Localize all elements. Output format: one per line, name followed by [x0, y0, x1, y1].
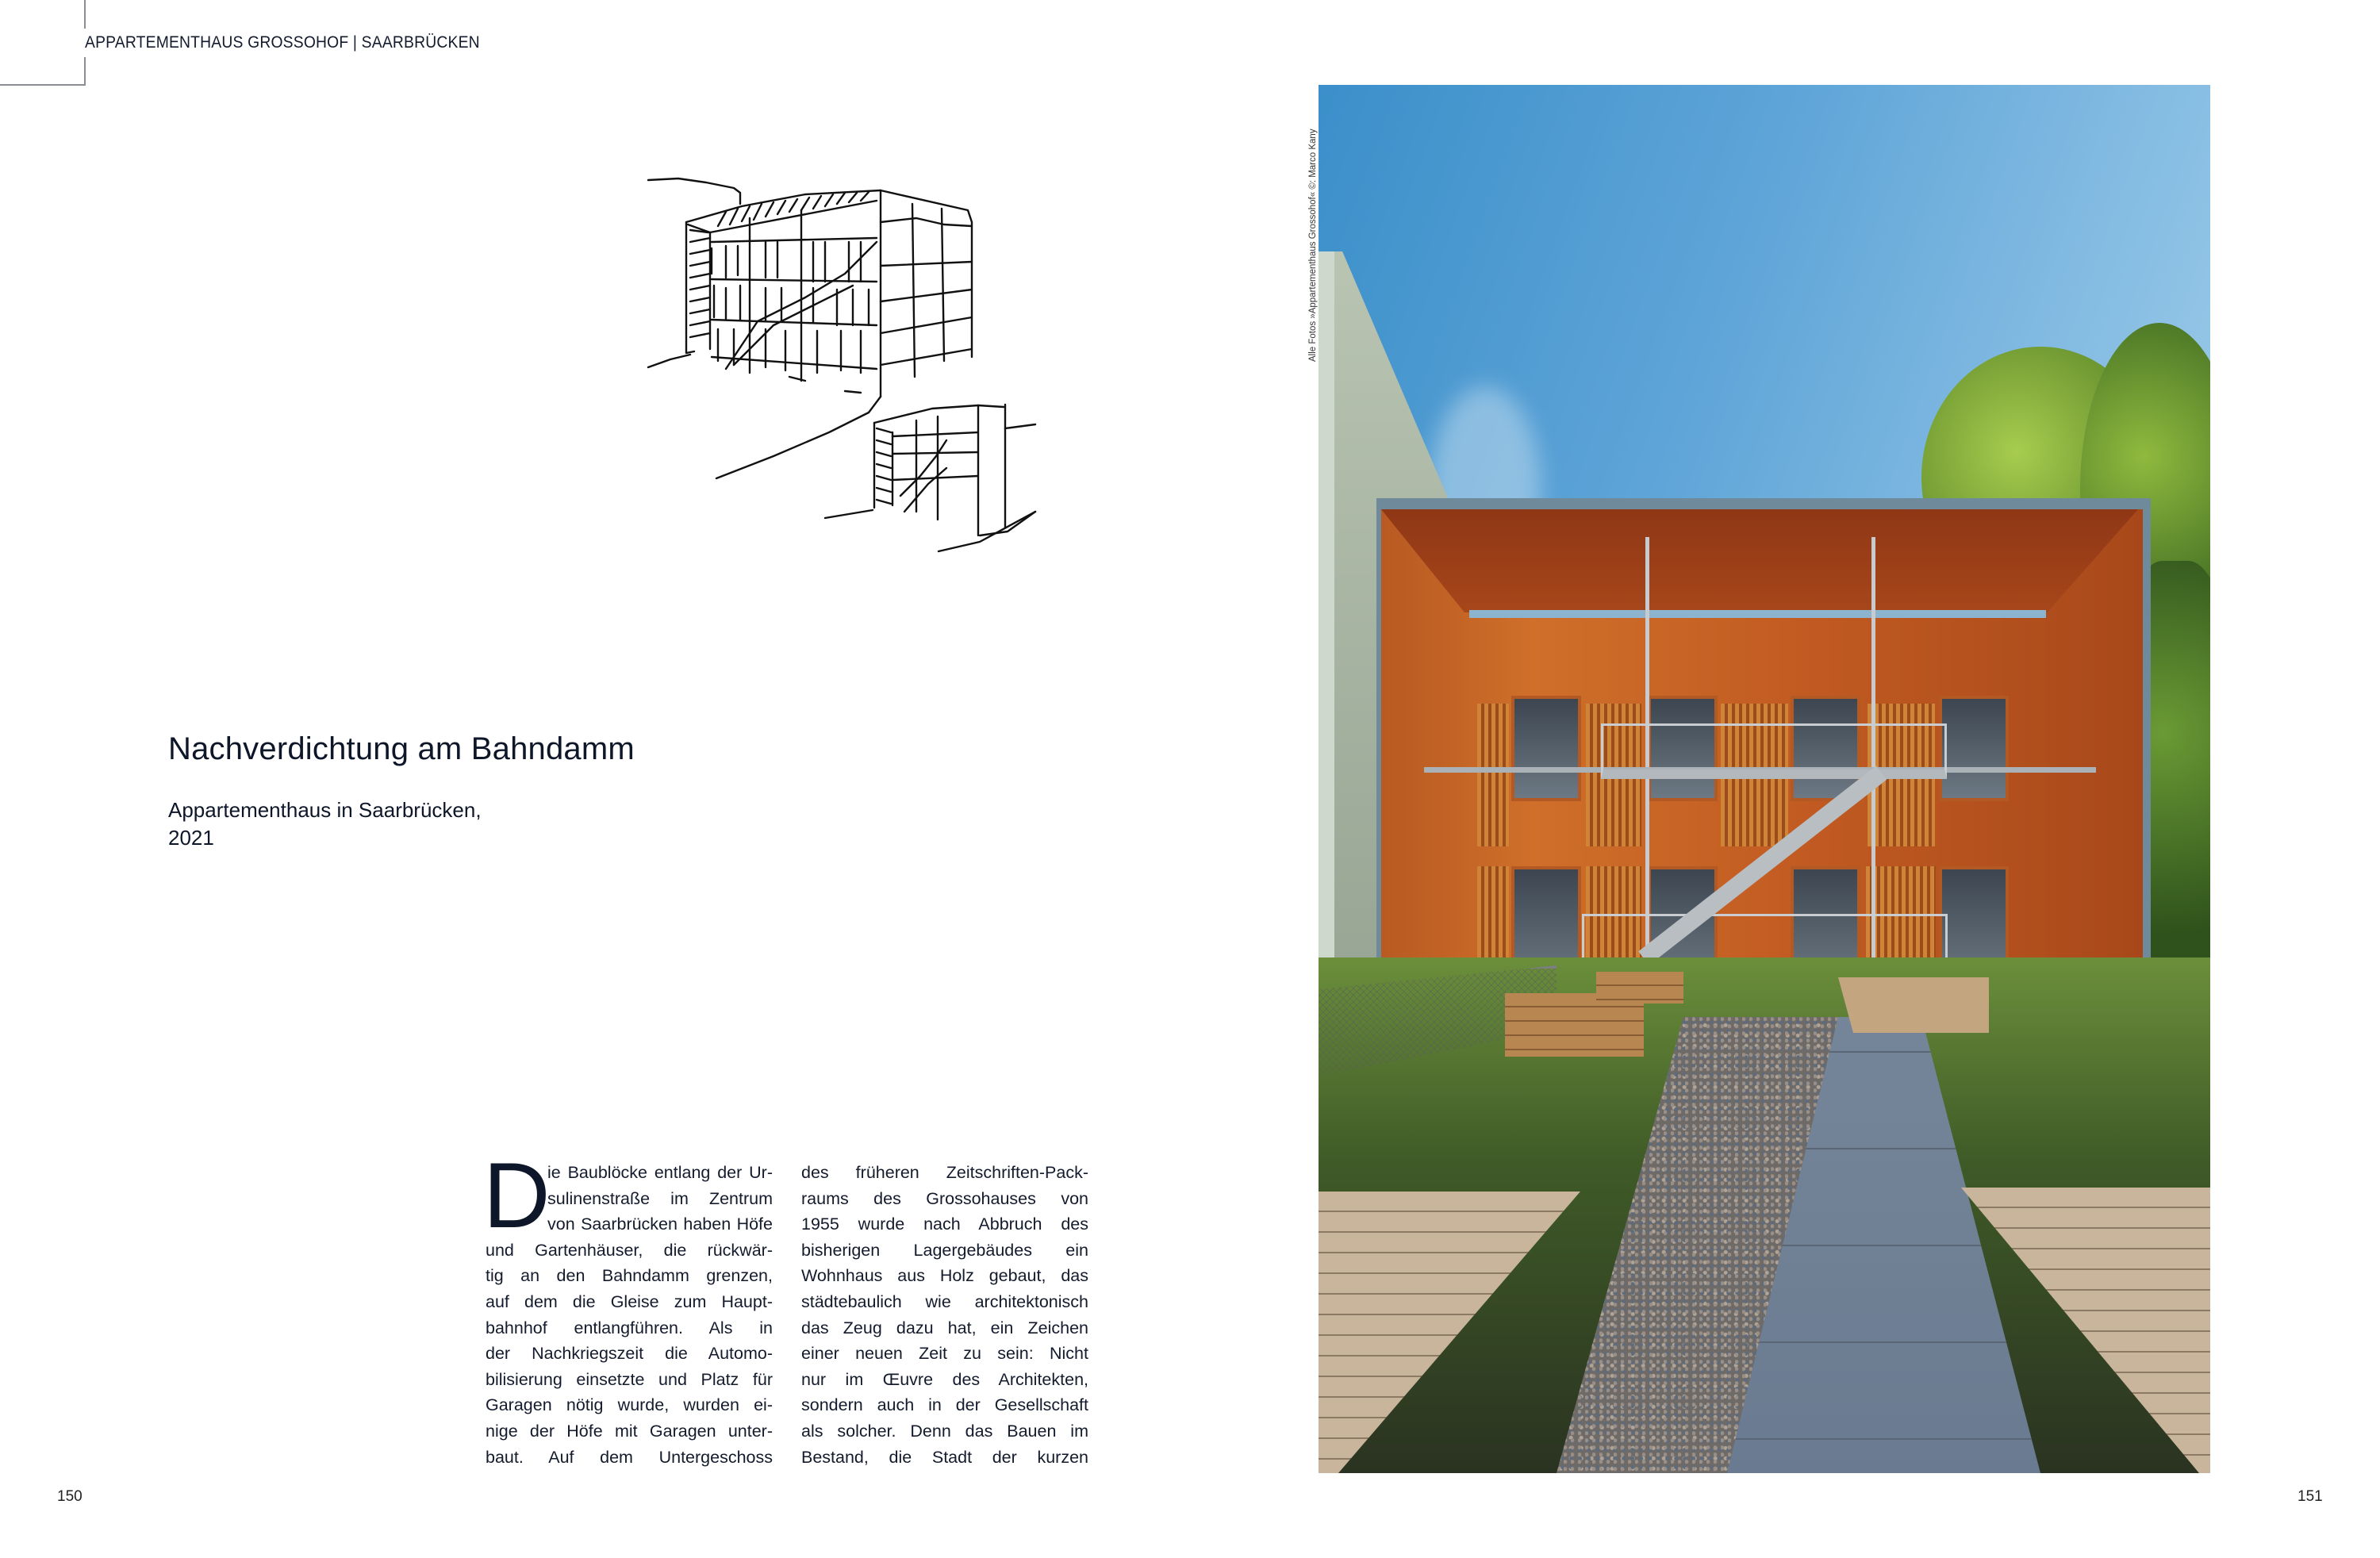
- crop-mark-horizontal: [0, 84, 86, 86]
- crop-mark-vertical-top: [84, 0, 86, 29]
- text-line: von Saarbrücken haben Höfe: [547, 1215, 773, 1234]
- subtitle-year: 2021: [168, 826, 214, 850]
- text-line: sulinenstraße im Zentrum: [547, 1188, 773, 1208]
- text-line: raums des Grossohauses von: [801, 1188, 1088, 1208]
- text-line: des früheren Zeitschriften-Pack-: [801, 1163, 1088, 1182]
- text-line: das Zeug dazu hat, ein Zeichen: [801, 1318, 1088, 1337]
- text-line: einer neuen Zeit zu sein: Nicht: [801, 1344, 1088, 1364]
- text-line: der Nachkriegszeit die Automo-: [486, 1344, 773, 1364]
- text-line: tig an den Bahndamm grenzen,: [486, 1266, 773, 1286]
- body-column-2: [801, 1160, 1088, 1470]
- text-line: nur im Œuvre des Architekten,: [801, 1369, 1088, 1389]
- subtitle-line: Appartementhaus in Saarbrücken,: [168, 798, 482, 822]
- crop-mark-vertical-bottom: [84, 57, 86, 86]
- text-line: bisherigen Lagergebäudes ein: [801, 1240, 1088, 1260]
- photo-credit: Alle Fotos »Appartementhaus Grossohof« ©: Marco Kany: [1308, 129, 1318, 362]
- wooden-planter: [1596, 972, 1683, 1003]
- drop-cap: D: [483, 1143, 551, 1247]
- text-line: 1955 wurde nach Abbruch des: [801, 1215, 1088, 1234]
- wood-slats: [1477, 704, 1509, 846]
- text-line: bahnhof entlangführen. Als in: [486, 1318, 773, 1337]
- text-line: und Gartenhäuser, die rückwär-: [486, 1240, 773, 1260]
- article-subtitle: [168, 796, 482, 852]
- text-line: auf dem die Gleise zum Haupt-: [486, 1291, 773, 1311]
- stair-landing: [1601, 723, 1947, 779]
- window: [1511, 696, 1581, 801]
- text-line: als solcher. Denn das Bauen im: [801, 1421, 1088, 1441]
- roof-gap: [1469, 610, 2046, 618]
- body-column-1: [486, 1160, 773, 1470]
- building-photo: [1319, 85, 2210, 1473]
- text-line: Garagen nötig wurde, wurden ei-: [486, 1395, 773, 1415]
- text-line: sondern auch in der Gesellschaft: [801, 1395, 1088, 1415]
- text-line: bilisierung einsetzte und Platz für: [486, 1369, 773, 1389]
- architectural-sketch-icon: [647, 163, 1091, 575]
- running-head: APPARTEMENTHAUS GROSSOHOF | SAARBRÜCKEN: [85, 33, 480, 52]
- page-number-left: 150: [57, 1488, 83, 1505]
- text-line: Wohnhaus aus Holz gebaut, das: [801, 1266, 1088, 1286]
- text-line: Bestand, die Stadt der kurzen: [801, 1447, 1088, 1467]
- page-number-right: 151: [2297, 1488, 2323, 1505]
- wooden-bench: [1838, 977, 1989, 1033]
- text-line: ie Baublöcke entlang der Ur-: [547, 1163, 773, 1182]
- text-line: baut. Auf dem Untergeschoss: [486, 1447, 773, 1467]
- window: [1939, 696, 2009, 801]
- frame-soffit: [1381, 509, 2138, 612]
- article-title: Nachverdichtung am Bahndamm: [168, 731, 635, 766]
- text-line: nige der Höfe mit Garagen unter-: [486, 1421, 773, 1441]
- text-line: städtebaulich wie architektonisch: [801, 1291, 1088, 1311]
